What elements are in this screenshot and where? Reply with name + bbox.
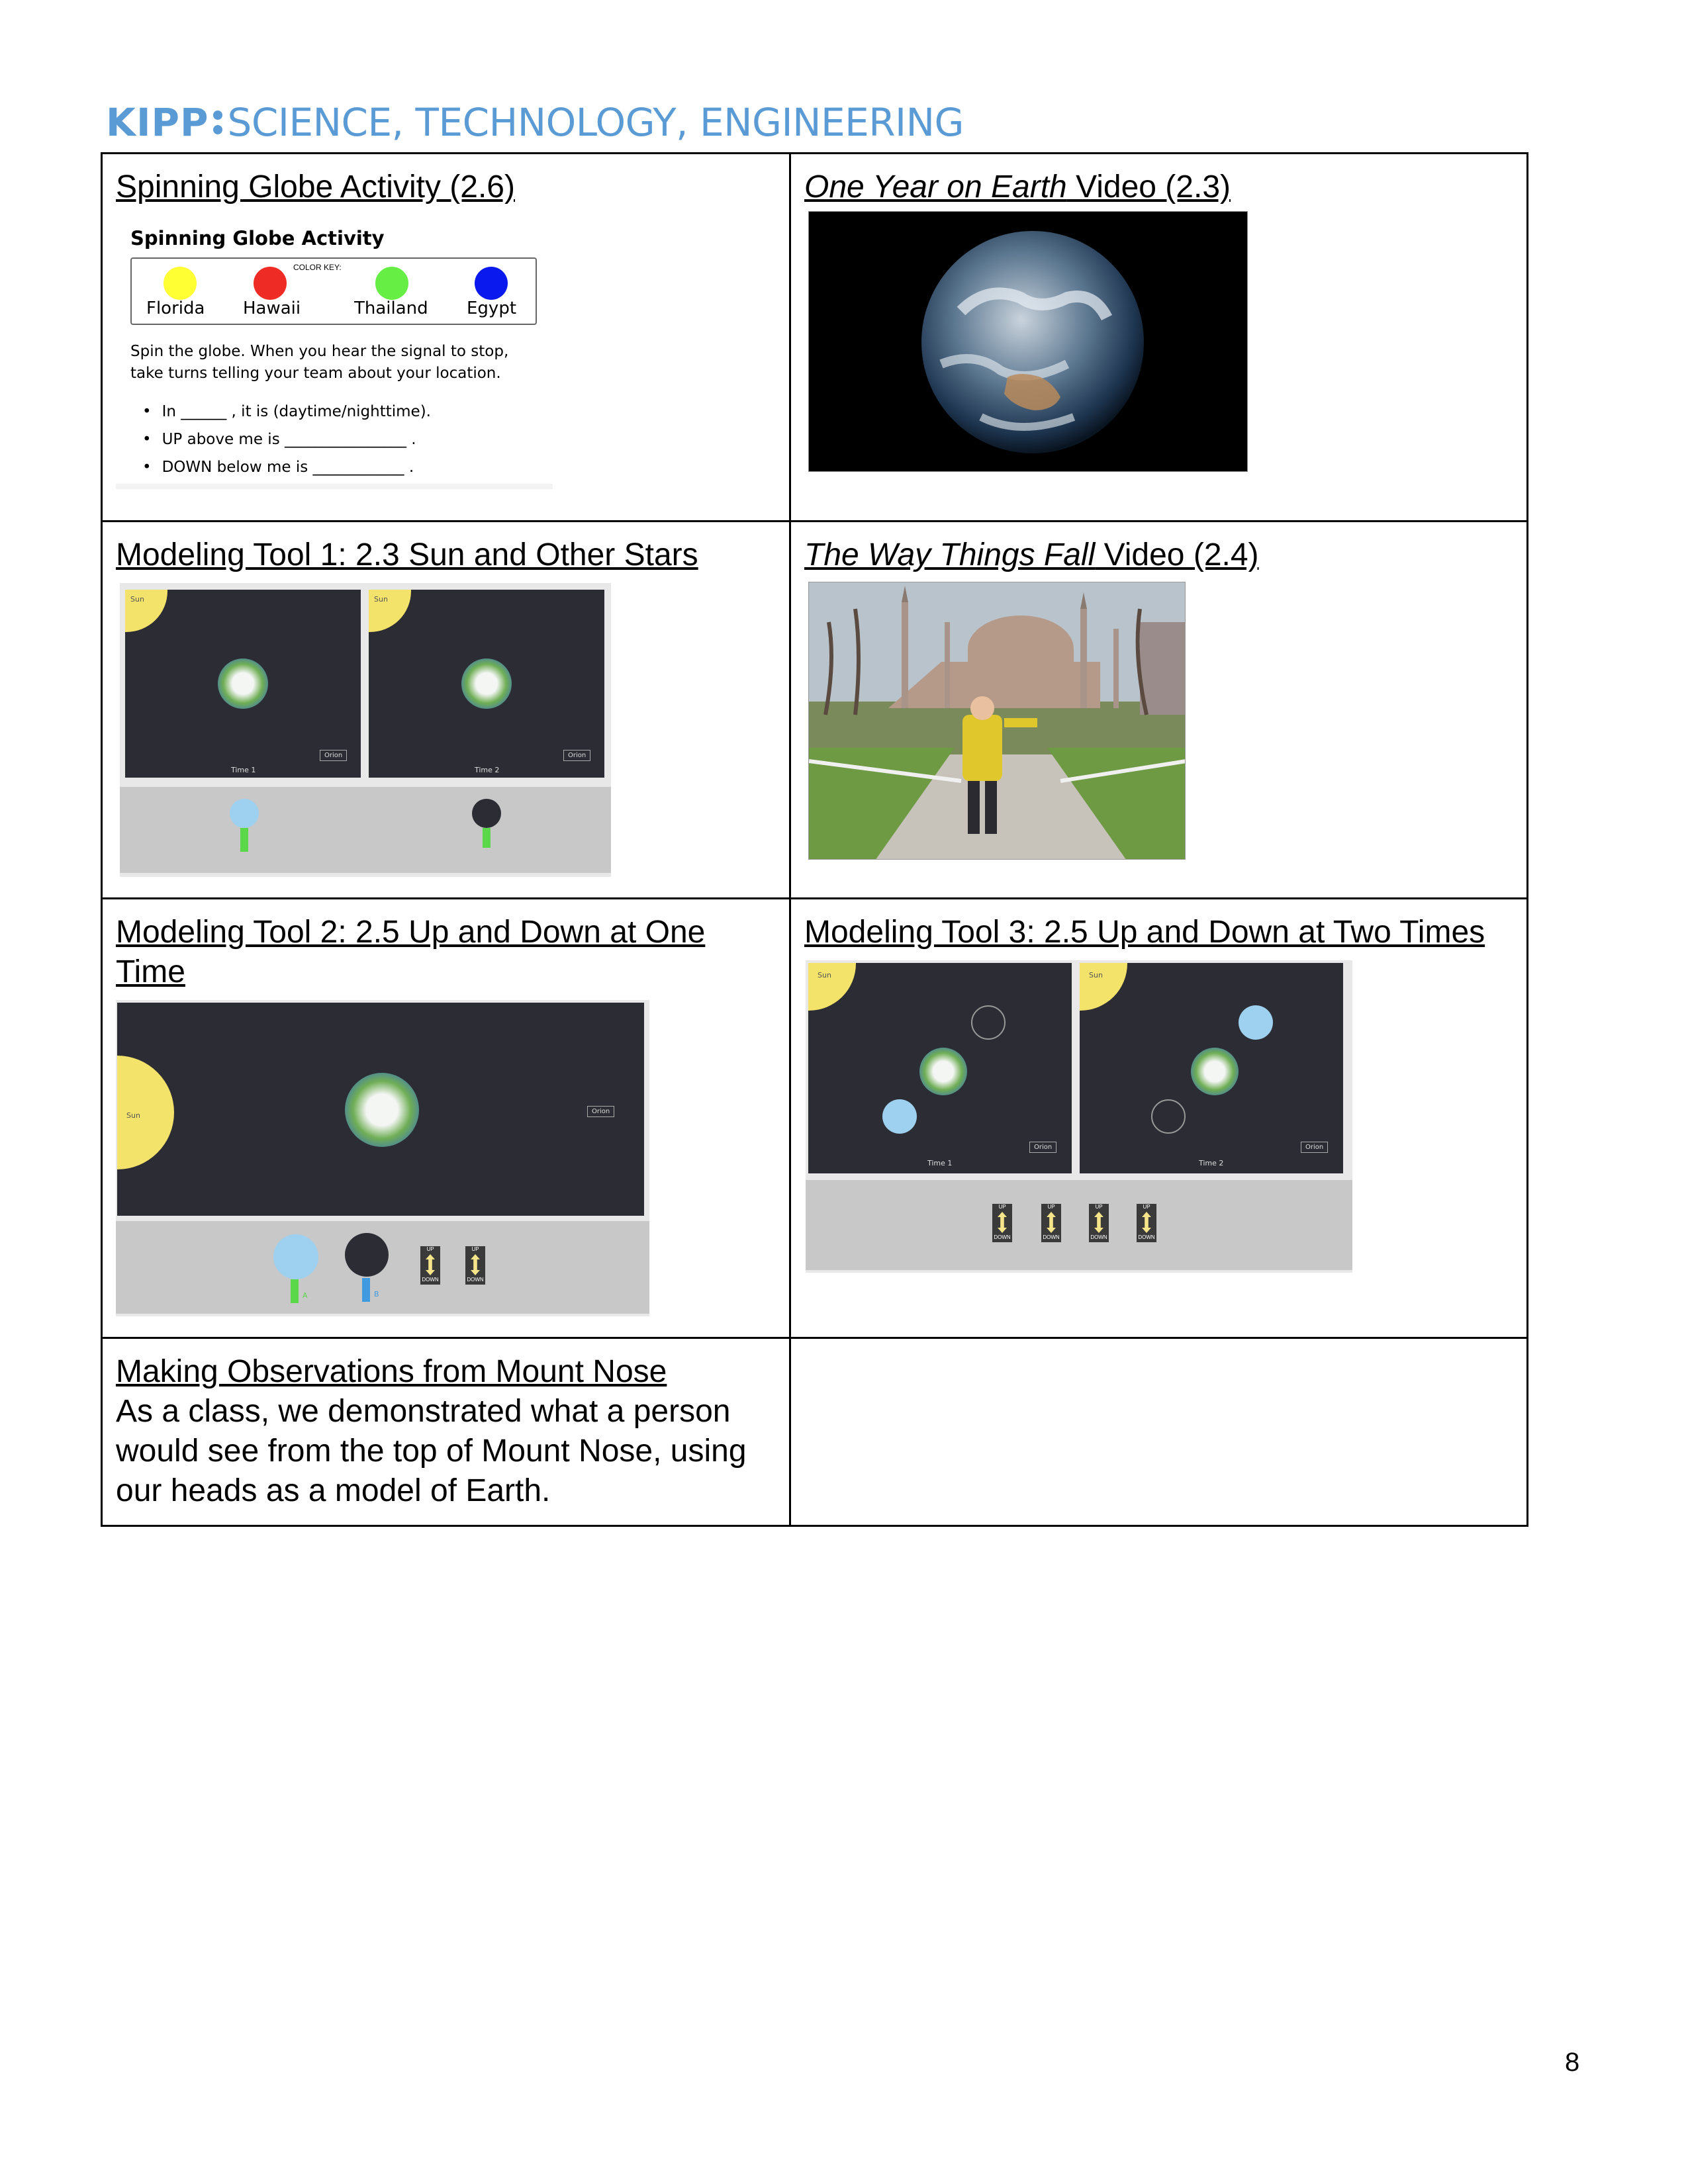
down-label: DOWN	[1138, 1234, 1155, 1240]
night-sky-icon	[472, 799, 501, 828]
orion-label: Orion	[320, 750, 347, 761]
night-sky-icon	[971, 1005, 1006, 1040]
page-number: 8	[1565, 2048, 1580, 2077]
prompt-list	[142, 398, 431, 481]
sun-label: Sun	[1089, 971, 1103, 979]
mount-nose-title[interactable]: Making Observations from Mount Nose	[116, 1354, 667, 1389]
up-down-button[interactable]	[1137, 1204, 1156, 1242]
sun-label: Sun	[374, 595, 388, 604]
orion-label: Orion	[1301, 1142, 1328, 1153]
egypt-dot-icon	[475, 267, 508, 300]
earth-video-thumbnail[interactable]	[808, 211, 1248, 472]
spinning-globe-card	[116, 218, 553, 489]
earth-icon	[919, 1048, 967, 1095]
way-things-fall-thumbnail[interactable]	[808, 582, 1186, 860]
tool3-view-strip	[806, 1180, 1352, 1270]
time-label: Time 2	[1199, 1159, 1224, 1167]
sun-icon	[1080, 963, 1127, 1011]
cell-one-year-video	[790, 154, 1528, 522]
up-label: UP	[426, 1246, 434, 1252]
down-label: DOWN	[467, 1277, 484, 1283]
cell-mount-nose	[102, 1338, 790, 1526]
person-b-label: B	[374, 1290, 379, 1298]
tool3-panel-time1	[808, 963, 1072, 1173]
day-sky-icon	[882, 1099, 917, 1134]
down-label: DOWN	[422, 1277, 439, 1283]
tool1-view-strip	[120, 787, 611, 873]
earth-icon	[345, 1073, 419, 1147]
earth-icon	[461, 659, 512, 709]
night-sky-icon	[1151, 1099, 1186, 1134]
sun-icon	[808, 963, 856, 1011]
one-year-title-italic: One Year on Earth	[804, 169, 1067, 205]
spinning-globe-title[interactable]: Spinning Globe Activity (2.6)	[116, 169, 515, 205]
night-sky-icon	[345, 1233, 389, 1277]
location-hawaii: Hawaii	[243, 298, 301, 318]
tool3-title[interactable]: Modeling Tool 3: 2.5 Up and Down at Two Times	[804, 915, 1485, 950]
up-label: UP	[1095, 1204, 1103, 1210]
earth-icon	[1191, 1048, 1239, 1095]
tool2-title[interactable]: Modeling Tool 2: 2.5 Up and Down at One Time	[116, 915, 706, 989]
location-egypt: Egypt	[467, 298, 517, 318]
orion-label: Orion	[563, 750, 590, 761]
prompt-item: • DOWN below me is ____________ .	[142, 453, 431, 481]
tool2-view-strip	[116, 1221, 649, 1314]
tool3-image[interactable]	[806, 960, 1352, 1273]
cell-way-things-fall	[790, 522, 1528, 899]
color-key-label: COLOR KEY:	[293, 263, 342, 272]
up-down-button[interactable]	[420, 1246, 440, 1285]
up-down-button[interactable]	[465, 1246, 485, 1285]
one-year-title-rest: Video (2.3)	[1066, 169, 1231, 205]
florida-dot-icon	[164, 267, 197, 300]
lesson-grid	[101, 152, 1528, 1527]
color-key	[130, 257, 537, 325]
tool1-title[interactable]: Modeling Tool 1: 2.3 Sun and Other Stars	[116, 537, 698, 572]
down-label: DOWN	[994, 1234, 1011, 1240]
cell-tool3	[790, 899, 1528, 1338]
person-icon	[483, 828, 491, 848]
page-header	[106, 99, 964, 146]
down-label: DOWN	[1090, 1234, 1107, 1240]
cell-spinning-globe	[102, 154, 790, 522]
way-things-fall-rest: Video (2.4)	[1095, 537, 1259, 572]
brand-dots-icon	[213, 111, 222, 134]
mount-nose-body: As a class, we demonstrated what a person would see from the top of Mount Nose, using our heads as a model of Earth.	[116, 1394, 747, 1508]
location-thailand: Thailand	[354, 298, 428, 318]
person-a-icon	[291, 1279, 299, 1303]
earth-globe-image	[809, 212, 1248, 473]
tool2-panel	[117, 1003, 644, 1216]
orion-label: Orion	[587, 1106, 614, 1117]
tool1-image[interactable]	[120, 583, 611, 877]
brand-logo: KIPP	[106, 100, 209, 145]
card-title: Spinning Globe Activity	[130, 227, 385, 250]
up-label: UP	[471, 1246, 479, 1252]
person-b-icon	[362, 1278, 370, 1302]
way-things-fall-italic: The Way Things Fall	[804, 537, 1096, 572]
sun-label: Sun	[130, 595, 144, 604]
day-sky-icon	[273, 1234, 318, 1279]
header-subtitle: SCIENCE, TECHNOLOGY, ENGINEERING	[227, 100, 964, 145]
up-down-button[interactable]	[1041, 1204, 1061, 1242]
day-sky-icon	[230, 799, 259, 828]
prompt-item: • UP above me is ________________ .	[142, 426, 431, 453]
one-year-video-title[interactable]	[804, 167, 1515, 207]
up-down-button[interactable]	[1089, 1204, 1109, 1242]
tool2-image[interactable]	[116, 1000, 649, 1316]
cell-tool1	[102, 522, 790, 899]
time-label: Time 1	[927, 1159, 953, 1167]
sun-label: Sun	[818, 971, 831, 979]
person-a-label: A	[303, 1291, 308, 1300]
tool3-panel-time2	[1080, 963, 1343, 1173]
hagia-sophia-photo	[809, 582, 1186, 860]
thailand-dot-icon	[375, 267, 408, 300]
prompt-item: • In ______ , it is (daytime/nighttime).	[142, 398, 431, 426]
orion-label: Orion	[1029, 1142, 1056, 1153]
up-label: UP	[1047, 1204, 1055, 1210]
location-florida: Florida	[146, 298, 205, 318]
earth-icon	[218, 659, 268, 709]
up-label: UP	[1143, 1204, 1150, 1210]
card-instructions: Spin the globe. When you hear the signal to stop, take turns telling your team about your location.	[130, 343, 509, 382]
down-label: DOWN	[1043, 1234, 1060, 1240]
tool1-panel-time2	[369, 590, 604, 778]
time-label: Time 1	[231, 766, 256, 774]
tool1-panel-time1	[125, 590, 361, 778]
sun-icon	[117, 1056, 174, 1169]
sun-label: Sun	[126, 1111, 140, 1120]
cell-tool2	[102, 899, 790, 1338]
person-icon	[240, 828, 248, 852]
cell-empty	[790, 1338, 1528, 1526]
hawaii-dot-icon	[254, 267, 287, 300]
up-label: UP	[998, 1204, 1006, 1210]
time-label: Time 2	[475, 766, 500, 774]
day-sky-icon	[1239, 1005, 1273, 1040]
up-down-button[interactable]	[992, 1204, 1012, 1242]
way-things-fall-title[interactable]	[804, 535, 1515, 575]
